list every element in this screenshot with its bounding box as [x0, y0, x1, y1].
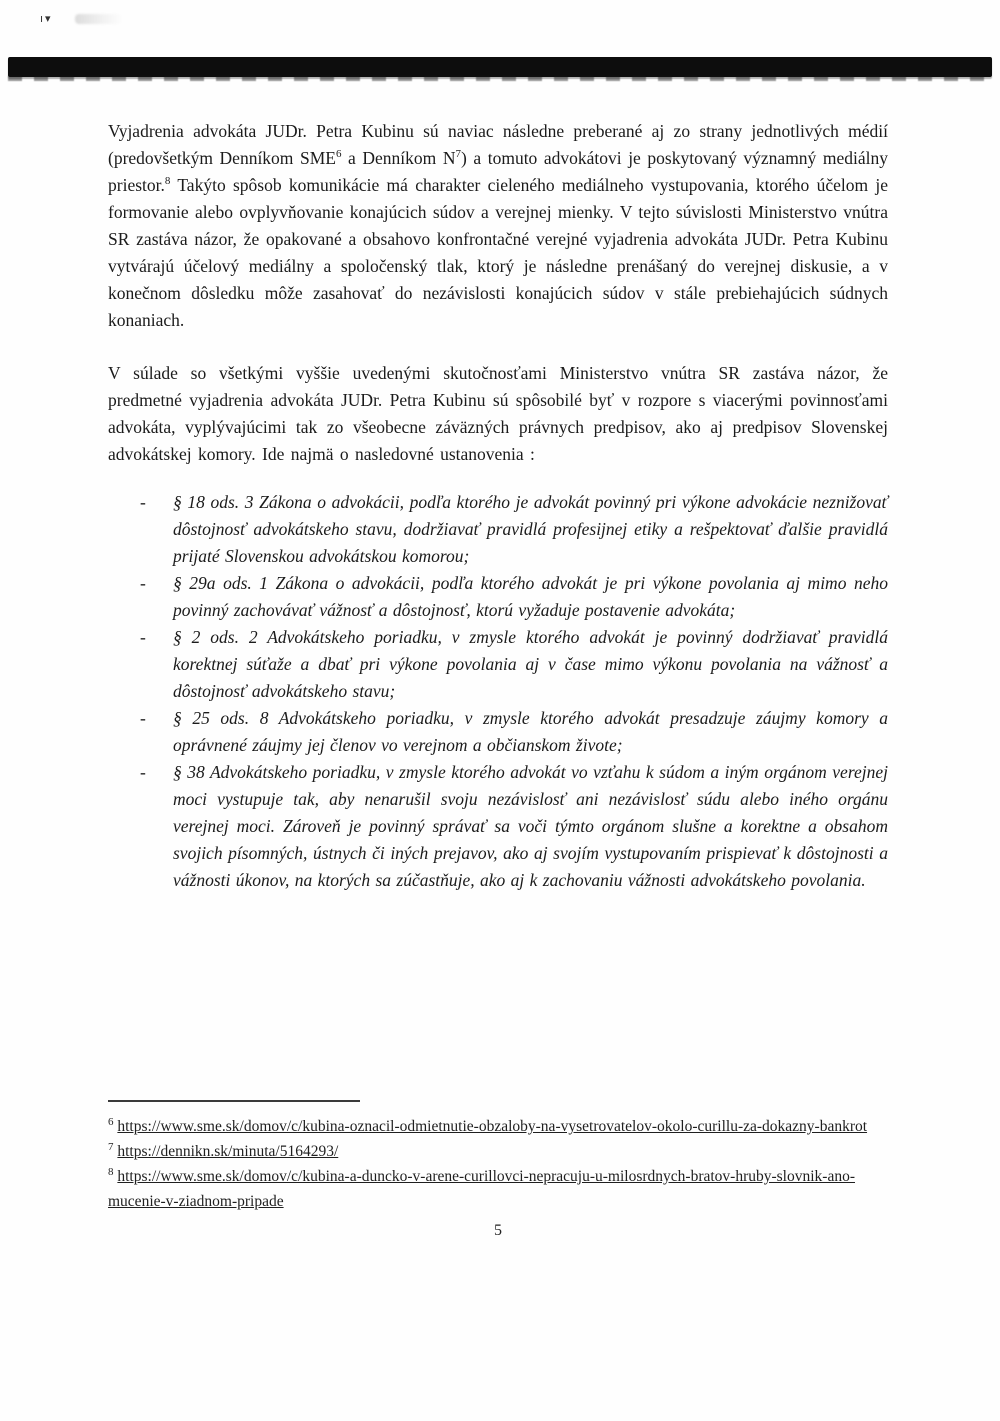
paragraph-ministry-opinion: V súlade so všetkými vyššie uvedenými skutočnosťami Ministerstvo vnútra SR zastáva názor, že predmetné vyjadrenia advokáta JUDr. Petra Kubinu sú spôsobilé byť v rozpore s viacerými povinnosťami advokáta, vyplývajúcimi tak zo všeobecne záväzných právnych predpisov, ako aj predpisov Slovenskej advokátskej komory. Ide najmä o nasledovné ustanovenia :	[108, 363, 888, 464]
scan-corner-mark: ı▾	[40, 12, 53, 25]
list-item-marker: -	[140, 627, 146, 647]
list-item-marker: -	[140, 708, 146, 728]
scan-smudge	[75, 14, 123, 24]
footnote-url: https://www.sme.sk/domov/c/kubina-oznacil-odmietnutie-obzaloby-na-vysetrovatelov-okolo-curillu-za-dokazny-bankrot	[117, 1118, 868, 1135]
list-item-text: § 25 ods. 8 Advokátskeho poriadku, v zmysle ktorého advokát presadzuje záujmy komory a oprávnené záujmy jej členov vo verejnom a občianskom živote;	[173, 708, 888, 755]
list-item-marker: -	[140, 573, 146, 593]
list-item-text: § 2 ods. 2 Advokátskeho poriadku, v zmysle ktorého advokát je povinný dodržiavať pravidlá korektnej súťaže a dbať pri výkone povolania aj v čase mimo výkonu povolania na vážnosť a dôstojnosť advokátskeho stavu;	[173, 627, 888, 701]
footnote-area	[108, 1100, 888, 1214]
paragraph-media-statements: Vyjadrenia advokáta JUDr. Petra Kubinu sú naviac následne preberané aj zo strany jednotlivých médií (predovšetkým Denníkom SME$^6$ a Denníkom $N^7$) a tomuto advokátovi je poskytovaný významný mediálny priestor.$^8$ Takýto spôsob komunikácie má charakter cieleného mediálneho vystupovania, ktorého účelom je formovanie alebo ovplyvňovanie konajúcich súdov a verejnej mienky. V tejto súvislosti Ministerstvo vnútra SR zastáva názor, že opakované a obsahovo konfrontačné verejné vyjadrenia advokáta JUDr. Petra Kubinu vytvárajú účelový mediálny a spoločenský tlak, ktorý je následne prenášaný do verejnej diskusie, a v konečnom dôsledku môže zasahovať do nezávislosti konajúcich súdov v stále prebiehajúcich súdnych konaniach.	[108, 121, 888, 330]
list-item	[140, 489, 888, 570]
footnote	[108, 1164, 888, 1214]
footnote-number: 7	[108, 1140, 114, 1153]
list-item-text: § 29a ods. 1 Zákona o advokácii, podľa ktorého advokát je pri výkone povolania aj mimo neho povinný zachovávať vážnosť a dôstojnosť, ktorú vyžaduje postavenie advokáta;	[173, 573, 888, 620]
footnote-url: https://www.sme.sk/domov/c/kubina-a-duncko-v-arene-curillovci-nepracuju-u-milosrdnych-bratov-hruby-slovnik-ano-mucenie-v-ziadnom-pripade	[108, 1168, 855, 1210]
list-item	[140, 759, 888, 894]
list-item	[140, 705, 888, 759]
footnote-separator	[108, 1100, 360, 1102]
list-item-text: § 18 ods. 3 Zákona o advokácii, podľa ktorého je advokát povinný pri výkone advokácie neznižovať dôstojnosť advokátskeho stavu, dodržiavať pravidlá profesijnej etiky a rešpektovať ďalšie pravidlá prijaté Slovenskou advokátskou komorou;	[173, 492, 888, 566]
list-item-text: § 38 Advokátskeho poriadku, v zmysle ktorého advokát vo vzťahu k súdom a iným orgánom verejnej moci vystupuje tak, aby nenarušil svoju nezávislosť ani nezávislosť súdu alebo iného orgánu verejnej moci. Zároveň je povinný správať sa voči týmto orgánom slušne a korektne a obsahom svojich písomných, ústnych či iných prejavov, ako aj svojím vystupovaním prispievať k dôstojnosti a vážnosti úkonov, na ktorých sa zúčastňuje, ako aj k zachovaniu vážnosti advokátskeho povolania.	[173, 762, 888, 890]
footnote-url: https://dennikn.sk/minuta/5164293/	[117, 1143, 339, 1160]
scan-artifact-bar	[8, 57, 992, 77]
footnote-number: 6	[108, 1115, 114, 1128]
footnote	[108, 1114, 888, 1139]
list-item	[140, 624, 888, 705]
list-item-marker: -	[140, 762, 146, 782]
footnote	[108, 1139, 888, 1164]
statute-list	[108, 489, 888, 894]
footnote-number: 8	[108, 1165, 114, 1178]
list-item	[140, 570, 888, 624]
list-item-marker: -	[140, 492, 146, 512]
page-number: 5	[494, 1222, 502, 1239]
